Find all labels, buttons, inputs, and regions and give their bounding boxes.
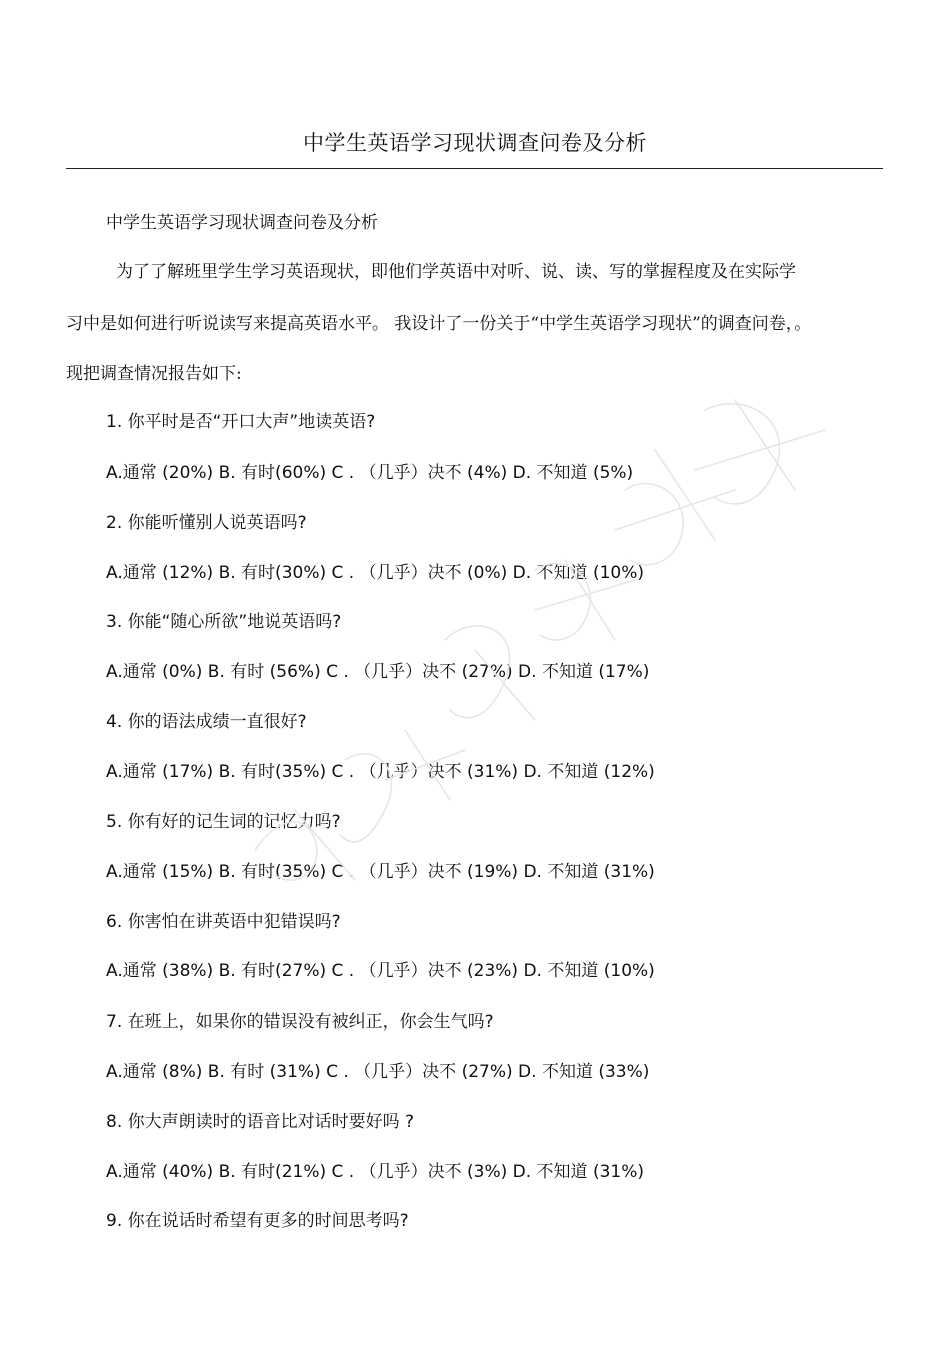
answer-options-2: A.通常 (12%) B. 有时(30%) C . （几乎）决不 (0%) D. 不知道 (10%) [106,563,644,583]
answer-options-4: A.通常 (17%) B. 有时(35%) C . （几乎）决不 (31%) D. 不知道 (12%) [106,762,655,782]
question-7: 7. 在班上，如果你的错误没有被纠正，你会生气吗? [106,1012,494,1032]
intro-line-2: 习中是如何进行听说读写来提高英语水平。 我设计了一份关于“中学生英语学习现状”的调查问卷，。 [66,314,812,334]
question-4: 4. 你的语法成绩一直很好? [106,712,307,732]
question-3: 3. 你能“随心所欲”地说英语吗? [106,612,342,632]
answer-options-7: A.通常 (8%) B. 有时 (31%) C . （几乎）决不 (27%) D. 不知道 (33%) [106,1062,650,1082]
intro-line-1: 为了了解班里学生学习英语现状，即他们学英语中对听、说、读、写的掌握程度及在实际学 [116,262,796,282]
question-2: 2. 你能听懂别人说英语吗? [106,513,307,533]
question-1: 1. 你平时是否“开口大声”地读英语? [106,412,376,432]
answer-options-3: A.通常 (0%) B. 有时 (56%) C . （几乎）决不 (27%) D. 不知道 (17%) [106,662,650,682]
document-subtitle: 中学生英语学习现状调查问卷及分析 [106,213,378,233]
answer-options-5: A.通常 (15%) B. 有时(35%) C . （几乎）决不 (19%) D. 不知道 (31%) [106,862,655,882]
answer-options-8: A.通常 (40%) B. 有时(21%) C . （几乎）决不 (3%) D. 不知道 (31%) [106,1162,644,1182]
question-8: 8. 你大声朗读时的语音比对话时要好吗 ? [106,1112,415,1132]
answer-options-6: A.通常 (38%) B. 有时(27%) C . （几乎）决不 (23%) D. 不知道 (10%) [106,961,655,981]
page-title: 中学生英语学习现状调查问卷及分析 [303,131,647,155]
question-6: 6. 你害怕在讲英语中犯错误吗? [106,912,341,932]
question-5: 5. 你有好的记生词的记忆力吗? [106,812,341,832]
answer-options-1: A.通常 (20%) B. 有时(60%) C . （几乎）决不 (4%) D. 不知道 (5%) [106,463,634,483]
question-9: 9. 你在说话时希望有更多的时间思考吗? [106,1211,409,1231]
title-divider [66,168,883,169]
intro-line-3: 现把调查情况报告如下: [66,364,242,384]
